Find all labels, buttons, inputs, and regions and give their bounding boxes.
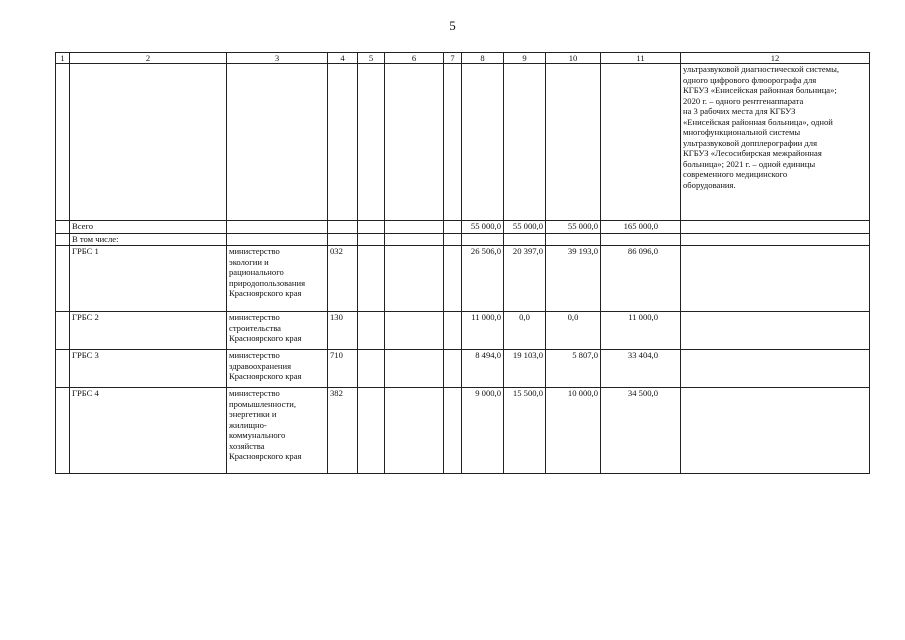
value-cell-8: 11 000,0 (462, 312, 504, 350)
code-cell: 382 (328, 388, 358, 474)
ministry-line: министерство (229, 312, 280, 322)
ministry-line: коммунального (229, 430, 286, 440)
code-cell: 130 (328, 312, 358, 350)
value-cell-10: 39 193,0 (546, 246, 601, 312)
table-row (56, 388, 870, 474)
value-cell-10: 5 807,0 (546, 350, 601, 388)
description-line: одного цифрового флюорографа для (683, 74, 817, 85)
total-row (56, 221, 870, 234)
description-line: КГБУЗ «Лесосибирская межрайонная (683, 148, 822, 158)
ministry-line: здравоохранения (229, 360, 292, 371)
ministry-line: природопользования (229, 277, 306, 288)
total-cell-9: 55 000,0 (504, 221, 546, 234)
table-row (56, 64, 870, 221)
value-cell-9: 15 500,0 (504, 388, 546, 474)
ministry-line: Красноярского края (229, 333, 302, 343)
description-line: ультразвуковой допплерографии для (683, 137, 818, 148)
ministry-line: энергетики и (229, 409, 277, 419)
column-header: 4 (328, 53, 358, 64)
ministry-line: жилищно- (229, 419, 267, 430)
description-line: «Енисейская районная больница», одной (683, 116, 833, 127)
column-header: 6 (385, 53, 444, 64)
column-header: 5 (358, 53, 385, 64)
table-row (56, 312, 870, 350)
budget-table (55, 52, 870, 474)
column-header: 8 (462, 53, 504, 64)
total-cell-11: 165 000,0 (601, 221, 681, 234)
value-cell-10: 0,0 (546, 312, 601, 350)
value-cell-11: 11 000,0 (601, 312, 681, 350)
value-cell-10: 10 000,0 (546, 388, 601, 474)
including-label: В том числе: (70, 234, 227, 246)
column-number-row (56, 53, 870, 64)
value-cell-9: 19 103,0 (504, 350, 546, 388)
ministry-line: Красноярского края (229, 371, 302, 381)
ministry-line: министерство (229, 388, 280, 398)
grbs-label: ГРБС 1 (70, 246, 227, 312)
ministry-line: министерство (229, 246, 280, 256)
description-line: больница»; 2021 г. – одной единицы (683, 158, 816, 169)
ministry-line: промышленности, (229, 398, 296, 409)
value-cell-8: 8 494,0 (462, 350, 504, 388)
description-line: КГБУЗ «Енисейская районная больница»; (683, 85, 837, 95)
column-header: 3 (227, 53, 328, 64)
including-row (56, 234, 870, 246)
ministry-line: строительства (229, 322, 281, 333)
ministry-line: экологии и (229, 256, 269, 267)
table-row (56, 246, 870, 312)
description-line: современного медицинского (683, 169, 788, 179)
column-header: 12 (681, 53, 870, 64)
ministry-cell (227, 388, 328, 474)
column-header: 7 (444, 53, 462, 64)
ministry-line: хозяйства (229, 440, 265, 451)
table-row (56, 350, 870, 388)
ministry-cell (227, 312, 328, 350)
ministry-line: Красноярского края (229, 451, 302, 461)
ministry-cell (227, 350, 328, 388)
column-header: 2 (70, 53, 227, 64)
description-line: на 3 рабочих места для КГБУЗ (683, 106, 796, 116)
column-header: 9 (504, 53, 546, 64)
description-line: 2020 г. – одного рентгенаппарата (683, 95, 804, 106)
total-label: Всего (70, 221, 227, 234)
total-cell-8: 55 000,0 (462, 221, 504, 234)
description-line: оборудования. (683, 179, 736, 190)
column-header: 1 (56, 53, 70, 64)
grbs-label: ГРБС 4 (70, 388, 227, 474)
description-cell (681, 64, 870, 221)
ministry-line: Красноярского края (229, 288, 302, 298)
value-cell-11: 33 404,0 (601, 350, 681, 388)
total-cell-10: 55 000,0 (546, 221, 601, 234)
value-cell-8: 9 000,0 (462, 388, 504, 474)
ministry-line: рационального (229, 267, 284, 277)
page-number: 5 (449, 18, 456, 33)
column-header: 11 (601, 53, 681, 64)
code-cell: 032 (328, 246, 358, 312)
value-cell-8: 26 506,0 (462, 246, 504, 312)
ministry-cell (227, 246, 328, 312)
code-cell: 710 (328, 350, 358, 388)
value-cell-9: 0,0 (504, 312, 546, 350)
grbs-label: ГРБС 3 (70, 350, 227, 388)
grbs-label: ГРБС 2 (70, 312, 227, 350)
value-cell-11: 86 096,0 (601, 246, 681, 312)
column-header: 10 (546, 53, 601, 64)
description-line: ультразвуковой диагностической системы, (683, 64, 839, 74)
description-line: многофункциональной системы (683, 127, 801, 137)
ministry-line: министерство (229, 350, 280, 360)
value-cell-11: 34 500,0 (601, 388, 681, 474)
value-cell-9: 20 397,0 (504, 246, 546, 312)
